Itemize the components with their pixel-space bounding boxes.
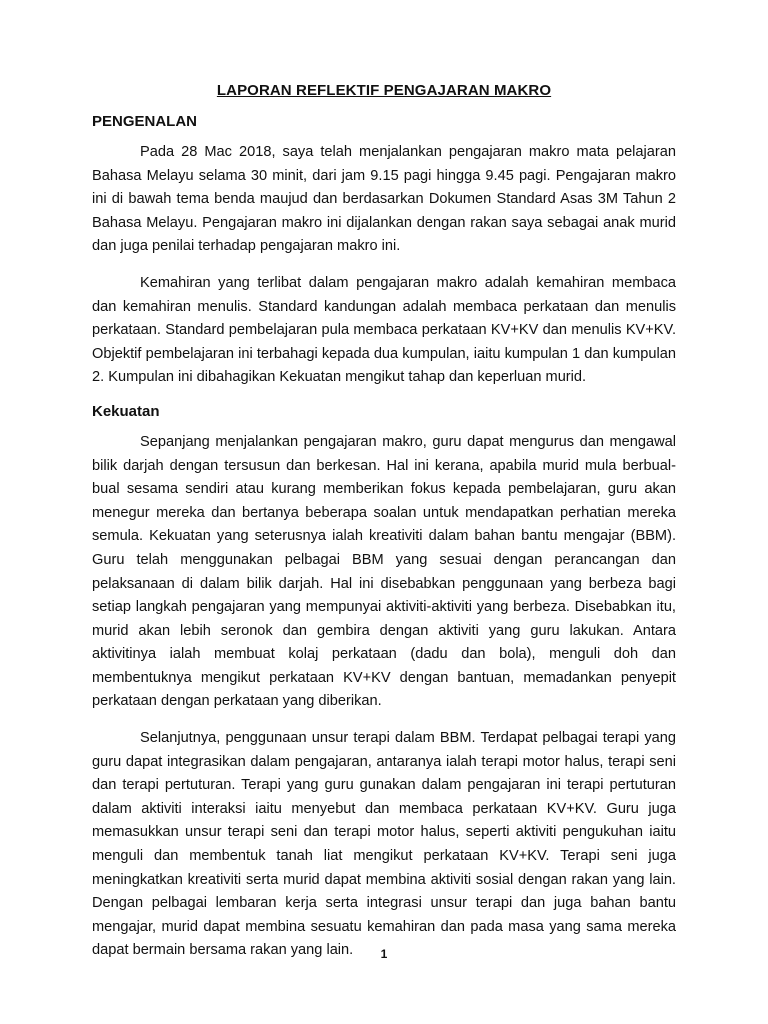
document-title: LAPORAN REFLEKTIF PENGAJARAN MAKRO — [216, 82, 552, 99]
paragraph: Pada 28 Mac 2018, saya telah menjalankan pengajaran makro mata pelajaran Bahasa Melayu selama 30 minit, dari jam 9.15 pagi hingga 9.45 pagi. Pengajaran makro ini di bawah tema benda maujud dan berdasarkan Dokumen Standard Asas 3M Tahun 2 Bahasa Melayu. Pengajaran makro ini dijalankan dengan rakan saya sebagai anak murid dan juga penilai terhadap pengajaran makro ini. — [92, 144, 676, 255]
page-number: 1 — [380, 947, 388, 961]
document-page — [92, 82, 676, 976]
paragraph: Selanjutnya, penggunaan unsur terapi dalam BBM. Terdapat pelbagai terapi yang guru dapat integrasikan dalam pengajaran, antaranya ialah terapi motor halus, terapi seni dan terapi pertuturan. Terapi yang guru gunakan dalam pengajaran ini terapi pertuturan dalam aktiviti interaksi iaitu menyebut dan membaca perkataan KV+KV. Guru juga memasukkan unsur terapi seni dan terapi motor halus, seperti aktiviti pengukuhan iaitu menguli dan membentuk tanah liat mengikut perkataan KV+KV. Terapi seni juga meningkatkan kreativiti serta murid dapat membina aktiviti sosial dengan rakan yang lain. Dengan pelbagai lembaran kerja serta integrasi unsur terapi dan juga bahan bantu mengajar, murid dapat membina sesuatu kemahiran dan pada masa yang sama mereka dapat bermain bersama rakan yang lain. — [92, 730, 676, 959]
section-heading: PENGENALAN — [92, 113, 198, 130]
section-pengenalan — [92, 113, 676, 390]
paragraph: Sepanjang menjalankan pengajaran makro, guru dapat mengurus dan mengawal bilik darjah dengan tersusun dan berkesan. Hal ini kerana, apabila murid mula berbual-bual sesama sendiri atau kurang memberikan fokus kepada pembelajaran, guru akan menegur mereka dan bertanya beberapa soalan untuk mendapatkan perhatian mereka semula. Kekuatan yang seterusnya ialah kreativiti dalam bahan bantu mengajar (BBM). Guru telah menggunakan pelbagai BBM yang sesuai dengan perancangan dan pelaksanaan di dalam bilik darjah. Hal ini disebabkan penggunaan yang berbeza bagi setiap langkah pengajaran yang mempunyai aktiviti-aktiviti yang berbeza. Disebabkan itu, murid akan lebih seronok dan gembira dengan aktiviti yang guru lakukan. Antara aktivitinya ialah membuat kolaj perkataan (dadu dan bola), menguli doh dan membentuknya mengikut perkataan KV+KV dengan bantuan, memadankan penyepit perkataan dengan perkataan yang diberikan. — [92, 433, 676, 710]
section-kekuatan — [92, 403, 676, 963]
paragraph: Kemahiran yang terlibat dalam pengajaran makro adalah kemahiran membaca dan kemahiran menulis. Standard kandungan adalah membaca perkataan dan menulis perkataan. Standard pembelajaran pula membaca perkataan KV+KV dan menulis KV+KV. Objektif pembelajaran ini terbahagi kepada dua kumpulan, iaitu kumpulan 1 dan kumpulan 2. Kumpulan ini dibahagikan Kekuatan mengikut tahap dan keperluan murid. — [92, 274, 676, 386]
section-heading: Kekuatan — [92, 402, 160, 420]
